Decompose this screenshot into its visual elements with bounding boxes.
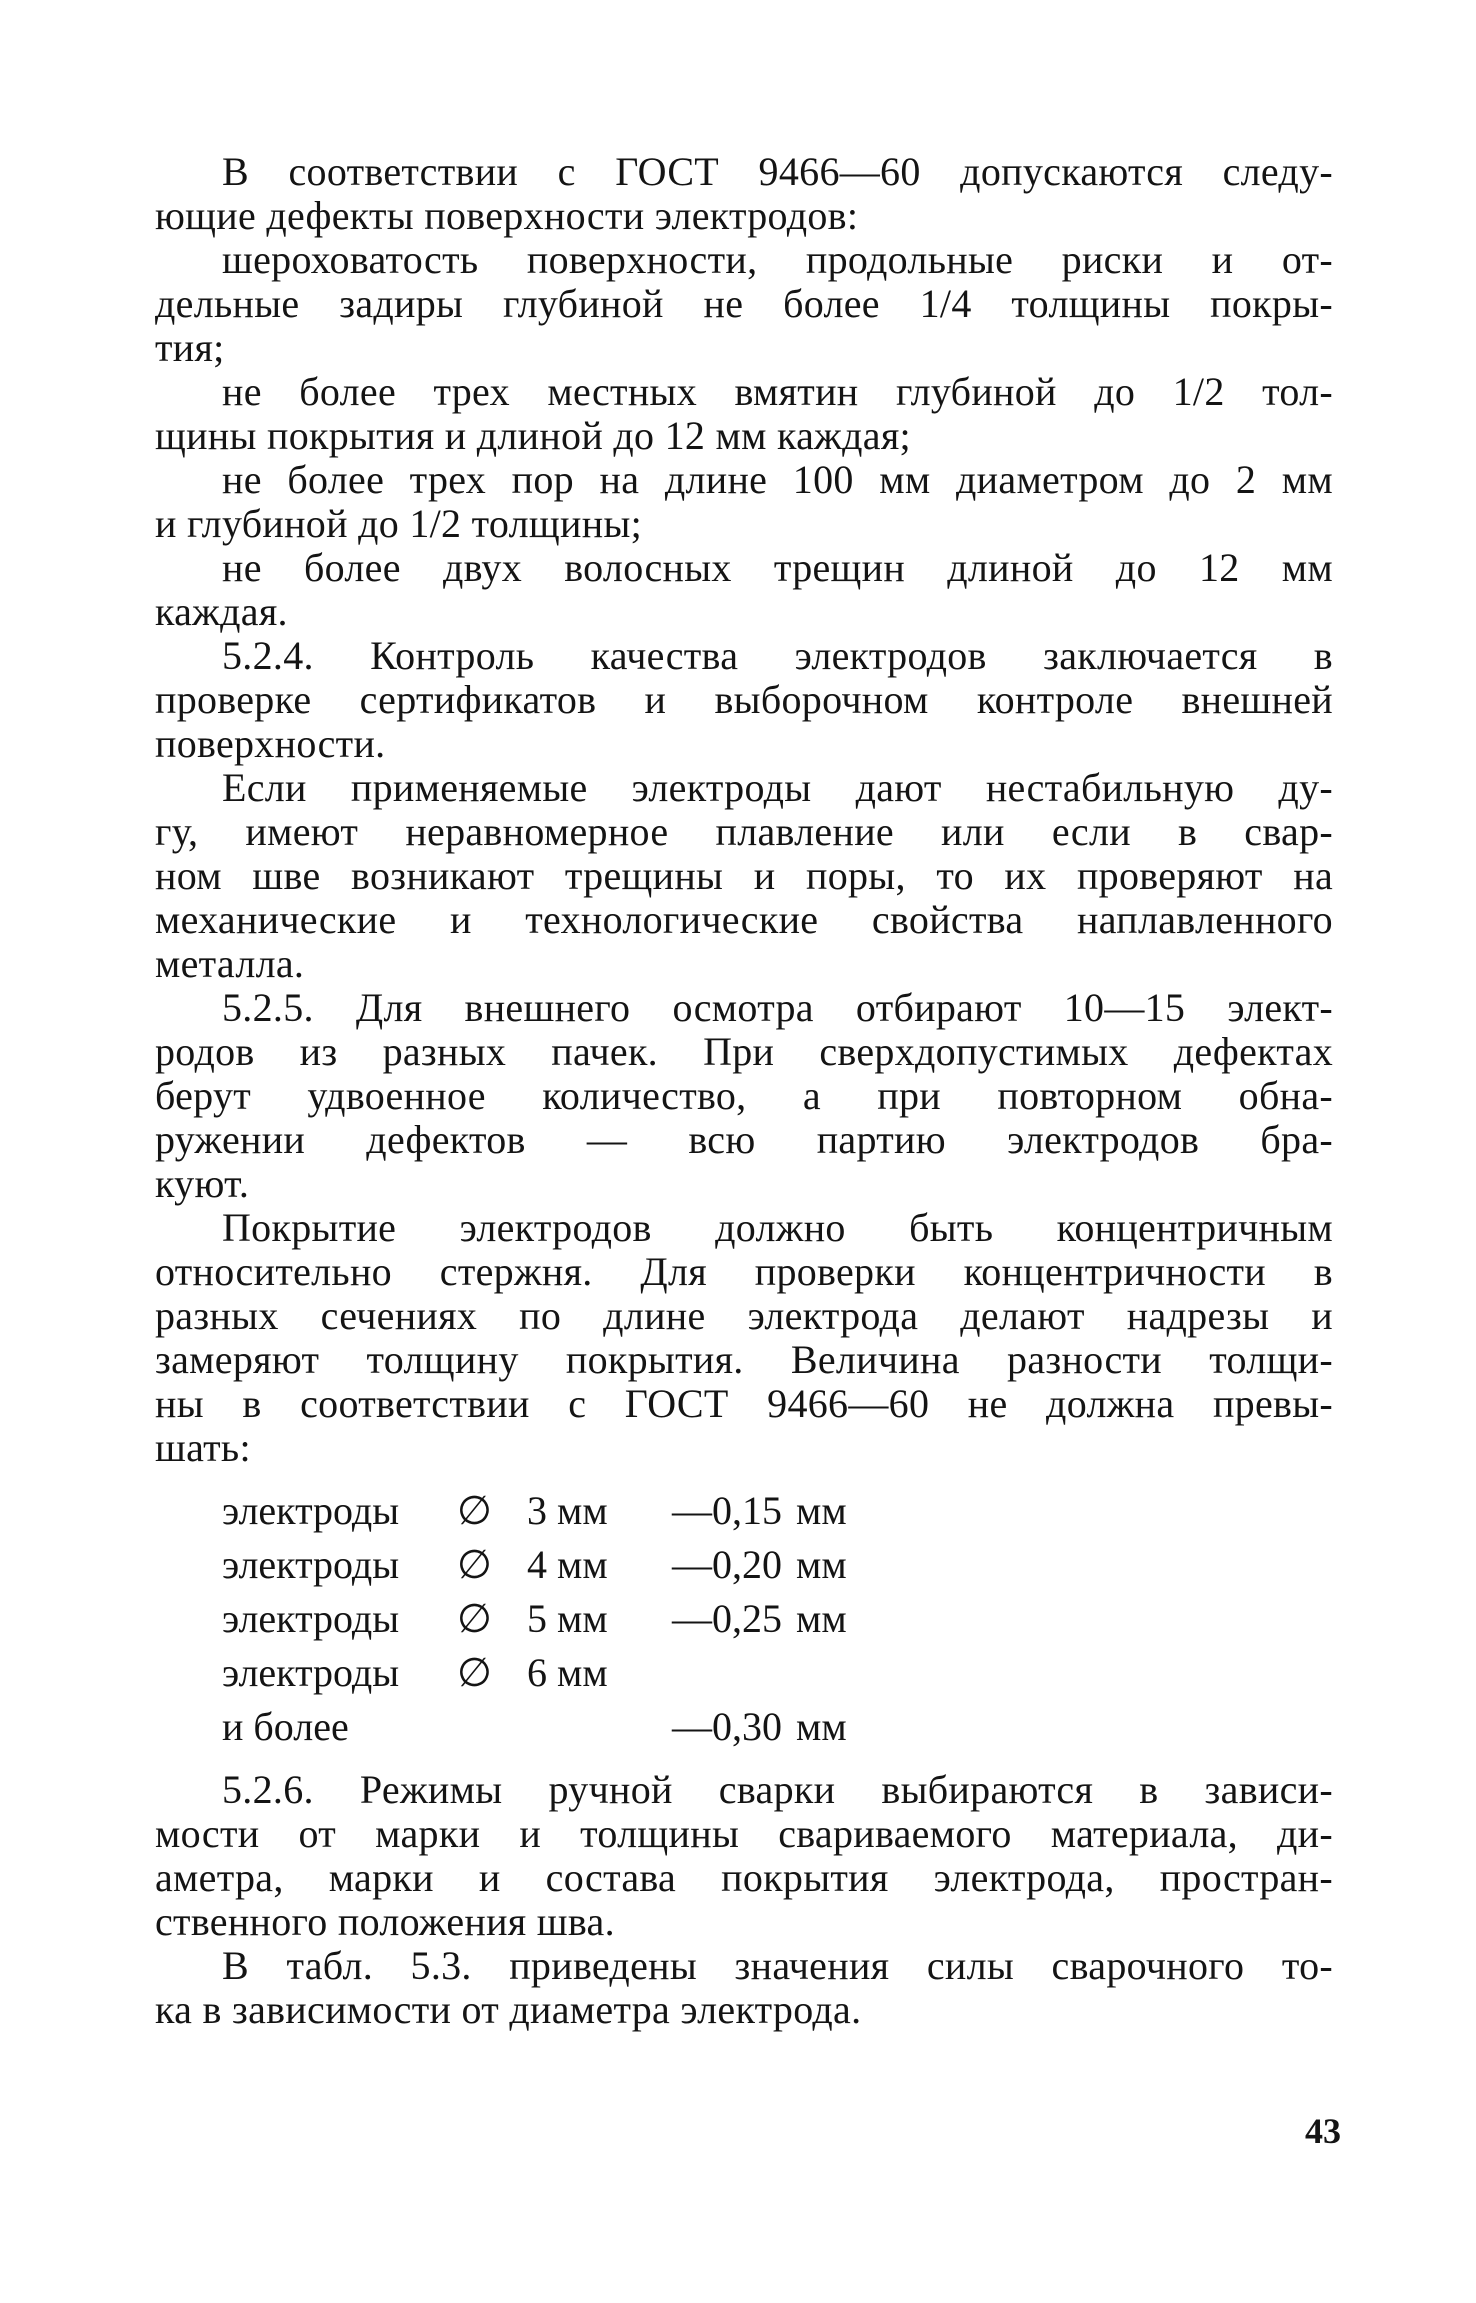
text-line: не более трех пор на длине 100 мм диаметром до 2 мм [222, 457, 1333, 502]
text-line: берут удвоенное количество, а при повторном обна- [155, 1073, 1333, 1118]
text-line: шероховатость поверхности, продольные риски и от- [222, 237, 1333, 282]
text-line: мости от марки и толщины свариваемого материала, ди- [155, 1811, 1333, 1856]
tolerance-dia [457, 1700, 527, 1754]
text-block-welding-modes [155, 1768, 1333, 2032]
tolerance-dia: ∅ [457, 1488, 492, 1533]
tolerance-size [527, 1700, 672, 1754]
text-line: дельные задиры глубиной не более 1/4 толщины покры- [155, 281, 1333, 326]
text-line: ющие дефекты поверхности электродов: [155, 193, 859, 238]
tolerance-val: 0,20 [712, 1542, 782, 1587]
tolerance-row [155, 1646, 1333, 1700]
text-line: родов из разных пачек. При сверхдопустимых дефектах [155, 1029, 1333, 1074]
text-line: 5.2.5. Для внешнего осмотра отбирают 10—15 элект- [222, 985, 1333, 1030]
tolerance-size: 6 мм [527, 1650, 608, 1695]
tolerance-val: 0,25 [712, 1596, 782, 1641]
tolerance-row [155, 1484, 1333, 1538]
tolerance-dash: — [672, 1704, 712, 1749]
tolerance-dia: ∅ [457, 1542, 492, 1587]
tolerance-label: электроды [222, 1650, 400, 1695]
text-line: ка в зависимости от диаметра электрода. [155, 1987, 862, 2032]
text-line: поверхности. [155, 721, 386, 766]
text-line: куют. [155, 1161, 250, 1206]
tolerance-row [155, 1538, 1333, 1592]
tolerance-size: 4 мм [527, 1542, 608, 1587]
tolerance-size: 5 мм [527, 1596, 608, 1641]
text-line: относительно стержня. Для проверки концентричности в [155, 1249, 1333, 1294]
tolerance-dash: — [672, 1596, 712, 1641]
tolerance-dash: — [672, 1542, 712, 1587]
tolerance-dash: — [672, 1488, 712, 1533]
text-line: не более трех местных вмятин глубиной до 1/2 тол- [222, 369, 1333, 414]
page-body [155, 150, 1333, 2032]
text-line: и глубиной до 1/2 толщины; [155, 501, 643, 546]
text-line: 5.2.4. Контроль качества электродов заключается в [222, 633, 1333, 678]
tolerance-val: 0,15 [712, 1488, 782, 1533]
text-line: тия; [155, 325, 225, 370]
tolerance-label: и более [222, 1704, 349, 1749]
tolerance-label: электроды [222, 1542, 400, 1587]
text-line: проверке сертификатов и выборочном контроле внешней [155, 677, 1333, 722]
tolerance-row [155, 1592, 1333, 1646]
tolerance-label: электроды [222, 1596, 400, 1641]
page-number: 43 [1305, 2111, 1341, 2151]
text-line: ружении дефектов — всю партию электродов бра- [155, 1117, 1333, 1162]
text-line: 5.2.6. Режимы ручной сварки выбираются в зависи- [222, 1767, 1333, 1812]
tolerance-dia: ∅ [457, 1596, 492, 1641]
text-line: В табл. 5.3. приведены значения силы сварочного то- [222, 1943, 1333, 1988]
tolerance-row [155, 1700, 1333, 1754]
tolerance-unit: мм [796, 1542, 847, 1587]
text-line: замеряют толщину покрытия. Величина разности толщи- [155, 1337, 1333, 1382]
text-line: шать: [155, 1425, 251, 1470]
tolerance-dash [672, 1646, 712, 1700]
text-line: каждая. [155, 589, 288, 634]
thickness-tolerance-table [155, 1484, 1333, 1754]
tolerance-size: 3 мм [527, 1488, 608, 1533]
text-line: Покрытие электродов должно быть концентричным [222, 1205, 1333, 1250]
text-line: механические и технологические свойства наплавленного [155, 897, 1333, 942]
text-line: аметра, марки и состава покрытия электрода, простран- [155, 1855, 1333, 1900]
text-line: металла. [155, 941, 305, 986]
tolerance-unit: мм [796, 1596, 847, 1641]
tolerance-val: 0,30 [712, 1704, 782, 1749]
text-line: Если применяемые электроды дают нестабильную ду- [222, 765, 1333, 810]
text-line: не более двух волосных трещин длиной до 12 мм [222, 545, 1333, 590]
text-line: ном шве возникают трещины и поры, то их проверяют на [155, 853, 1333, 898]
tolerance-unit [712, 1646, 726, 1700]
text-line: ны в соответствии с ГОСТ 9466—60 не должна превы- [155, 1381, 1333, 1426]
tolerance-unit: мм [796, 1488, 847, 1533]
text-line: ственного положения шва. [155, 1899, 615, 1944]
text-line: щины покрытия и длиной до 12 мм каждая; [155, 413, 911, 458]
tolerance-unit: мм [796, 1704, 847, 1749]
text-line: разных сечениях по длине электрода делают надрезы и [155, 1293, 1333, 1338]
text-line: В соответствии с ГОСТ 9466—60 допускаются следу- [222, 149, 1333, 194]
tolerance-label: электроды [222, 1488, 400, 1533]
text-line: гу, имеют неравномерное плавление или если в свар- [155, 809, 1333, 854]
text-block-defects [155, 150, 1333, 1470]
tolerance-dia: ∅ [457, 1650, 492, 1695]
